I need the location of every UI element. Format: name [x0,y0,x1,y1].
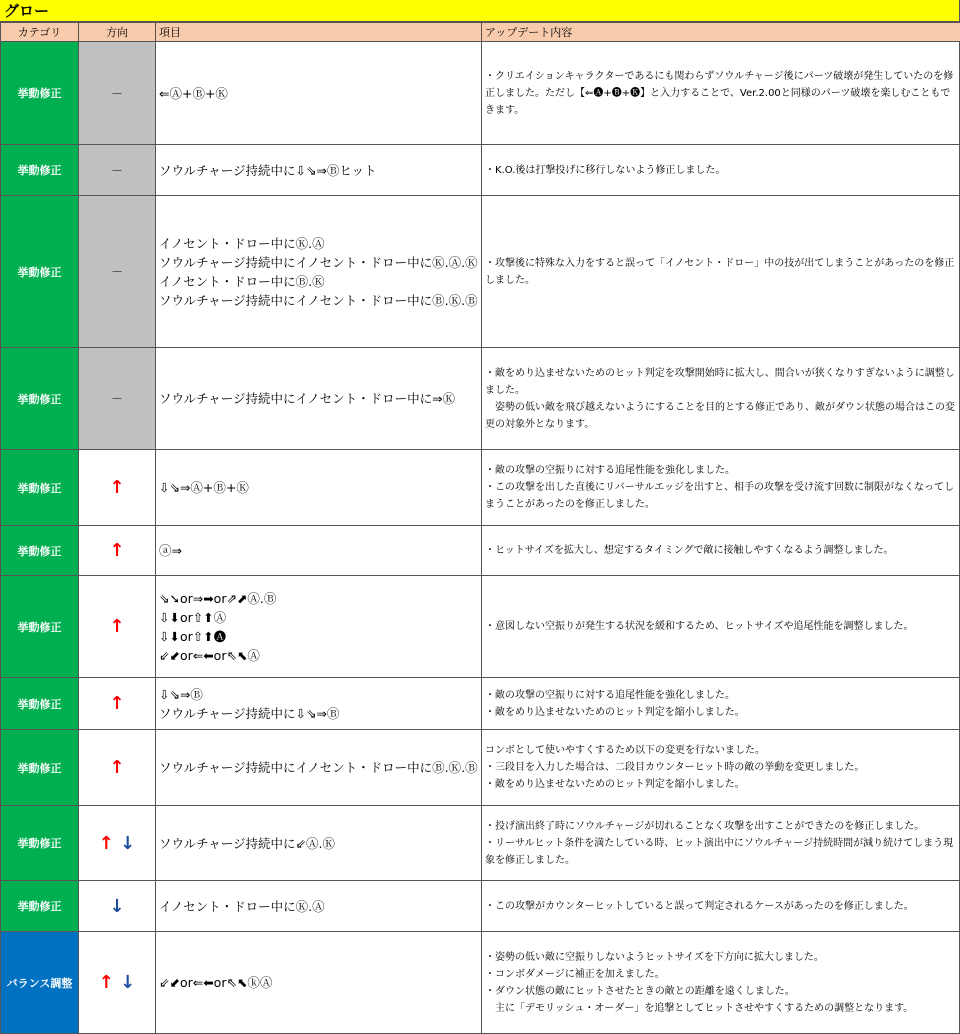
note-cell [482,526,960,576]
note-line: ・敵の攻撃の空振りに対する追尾性能を強化しました。 [485,465,735,476]
header-notes: アップデート内容 [482,23,960,42]
item-line: ソウルチャージ持続中に⇩⇘⇒Ⓑヒット [159,162,377,178]
note-line: コンボとして使いやすくするため以下の変更を行ないました。 [485,745,765,756]
item-line: ソウルチャージ持続中にイノセント・ドロー中にⓀ.Ⓐ.Ⓚ [159,254,478,270]
category-cell: 挙動修正 [1,881,79,932]
item-line: ⇩⇘⇒Ⓐ+Ⓑ+Ⓚ [159,480,249,495]
item-cell [156,932,482,1034]
category-cell: バランス調整 [1,932,79,1034]
table-body [1,42,960,1034]
note-line: ・意図しない空振りが発生する状況を緩和するため、ヒットサイズや追尾性能を調整しました。 [485,621,914,632]
direction-text: － [110,265,123,279]
category-cell: 挙動修正 [1,196,79,348]
direction-arrow-icon: ↑ [109,757,125,778]
item-line: イノセント・ドロー中にⒷ.Ⓚ [159,273,325,289]
table-row [1,806,960,881]
note-cell [482,145,960,196]
header-direction: 方向 [79,23,156,42]
table-row [1,881,960,932]
item-line: ⇩⬇or⇧⬆🅐 [159,628,227,644]
note-cell [482,42,960,145]
note-line: ・この攻撃がカウンターヒットしていると誤って判定されるケースがあったのを修正しました。 [485,900,914,912]
header-item: 項目 [156,23,482,42]
update-table [0,22,960,1034]
note-line: ・敵をめり込ませないためのヒット判定を縮小しました。 [485,706,745,718]
direction-cell [79,730,156,806]
item-cell [156,576,482,678]
note-cell [482,196,960,348]
item-line: ソウルチャージ持続中にイノセント・ドロー中に⇒Ⓚ [159,391,456,406]
item-cell [156,450,482,526]
table-row [1,730,960,806]
note-line: ・リーサルヒット条件を満たしている時、ヒット演出中にソウルチャージ持続時間が減り続けてしまう現象を修正しました。 [485,837,954,866]
direction-arrow-icon: ↑ [109,540,125,561]
item-cell [156,348,482,450]
direction-arrow-icon: ↑ ↓ [98,972,136,993]
item-line: ⇩⬇or⇧⬆Ⓐ [159,609,227,625]
item-cell [156,730,482,806]
item-line: イノセント・ドロー中にⓀ.Ⓐ [159,235,325,251]
table-row [1,526,960,576]
item-line: ⇙⬋or⇐⬅or⇖⬉Ⓐ [159,647,260,663]
table-row [1,932,960,1034]
note-line: ・敵をめり込ませないためのヒット判定を攻撃開始時に拡大し、間合いが狭くなりすぎないように調整しました。 [485,367,955,396]
category-cell: 挙動修正 [1,348,79,450]
direction-cell [79,576,156,678]
direction-cell [79,145,156,196]
note-line: ・この攻撃を出した直後にリバーサルエッジを出すと、相手の攻撃を受け流す回数に制限がなくなってしまうことがあったのを修正しました。 [485,482,954,510]
note-cell [482,576,960,678]
note-line: ・三段目を入力した場合は、二段目カウンターヒット時の敵の挙動を変更しました。 [485,762,865,773]
note-line: 姿勢の低い敵を飛び越えないようにすることを目的とする修正であり、敵がダウン状態の場合はこの変更の対象外となります。 [485,401,955,430]
category-cell: 挙動修正 [1,730,79,806]
note-line: ・敵の攻撃の空振りに対する追尾性能を強化しました。 [485,689,735,701]
direction-cell [79,348,156,450]
note-line: ・ヒットサイズを拡大し、想定するタイミングで敵に接触しやすくなるよう調整しました。 [485,545,894,556]
note-line: ・攻撃後に特殊な入力をすると誤って「イノセント・ドロー」中の技が出てしまうことがあったのを修正しました。 [485,257,955,286]
item-cell [156,806,482,881]
note-cell [482,678,960,730]
item-line: ソウルチャージ持続中に⇩⇘⇒Ⓑ [159,705,340,721]
note-cell [482,806,960,881]
item-line: ⇩⇘⇒Ⓑ [159,686,203,702]
table-row [1,450,960,526]
item-cell [156,526,482,576]
note-cell [482,450,960,526]
category-cell: 挙動修正 [1,42,79,145]
item-line: ソウルチャージ持続中にイノセント・ドロー中にⒷ.Ⓚ.Ⓑ [159,760,478,775]
note-line: ・コンボダメージに補正を加えました。 [485,968,665,980]
item-line: イノセント・ドロー中にⓀ.Ⓐ [159,898,325,914]
category-cell: 挙動修正 [1,450,79,526]
table-row [1,678,960,730]
table-row [1,145,960,196]
note-line: ・投げ演出終了時にソウルチャージが切れることなく攻撃を出すことができたのを修正しました。 [485,820,925,832]
direction-arrow-icon: ↑ [109,693,125,714]
direction-text: － [110,392,123,406]
direction-cell [79,526,156,576]
category-cell: 挙動修正 [1,678,79,730]
note-line: ・クリエイションキャラクターであるにも関わらずソウルチャージ後にパーツ破壊が発生していたのを修正しました。ただし【⇐🅐+🅑+🅚】と入力することで、Ver.2.00と同様のパーツ破壊を楽しむこともできます。 [485,70,954,116]
note-cell [482,932,960,1034]
item-line: ソウルチャージ持続中にイノセント・ドロー中にⒷ.Ⓚ.Ⓑ [159,292,478,308]
item-line: ⓐ⇒ [159,543,182,558]
table-row [1,576,960,678]
category-cell: 挙動修正 [1,806,79,881]
direction-cell [79,42,156,145]
item-line: ⇐Ⓐ+Ⓑ+Ⓚ [159,85,228,101]
header-category: カテゴリ [1,23,79,42]
direction-cell [79,881,156,932]
note-line: ・敵をめり込ませないためのヒット判定を縮小しました。 [485,779,745,790]
direction-cell [79,806,156,881]
table-row [1,196,960,348]
note-cell [482,348,960,450]
note-line: 主に「デモリッシュ・オーダー」を追撃としてヒットさせやすくするための調整となります。 [485,1002,914,1014]
item-line: ⇙⬋or⇐⬅or⇖⬉ⓚⒶ [159,975,273,990]
header-row [1,23,960,42]
direction-text: － [110,86,123,101]
direction-arrow-icon: ↑ ↓ [98,832,136,854]
sheet-title: グロー [0,0,959,22]
note-cell [482,881,960,932]
note-cell [482,730,960,806]
direction-cell [79,196,156,348]
category-cell: 挙動修正 [1,145,79,196]
note-line: ・K.O.後は打撃投げに移行しないよう修正しました。 [485,164,726,176]
item-line: ⇘➘or⇒➡or⇗⬈Ⓐ.Ⓑ [159,590,277,606]
direction-cell [79,932,156,1034]
direction-cell [79,450,156,526]
item-cell [156,678,482,730]
category-cell: 挙動修正 [1,576,79,678]
item-cell [156,881,482,932]
direction-arrow-icon: ↑ [109,477,125,498]
table-row [1,348,960,450]
table-row [1,42,960,145]
direction-arrow-icon: ↓ [109,895,125,917]
item-line: ソウルチャージ持続中に⇙Ⓐ.Ⓚ [159,835,335,851]
note-line: ・姿勢の低い敵に空振りしないようヒットサイズを下方向に拡大しました。 [485,951,824,963]
note-line: ・ダウン状態の敵にヒットさせたときの敵との距離を遠くしました。 [485,985,795,997]
category-cell: 挙動修正 [1,526,79,576]
direction-arrow-icon: ↑ [109,616,125,637]
item-cell [156,42,482,145]
item-cell [156,145,482,196]
item-cell [156,196,482,348]
direction-cell [79,678,156,730]
direction-text: － [110,163,123,178]
